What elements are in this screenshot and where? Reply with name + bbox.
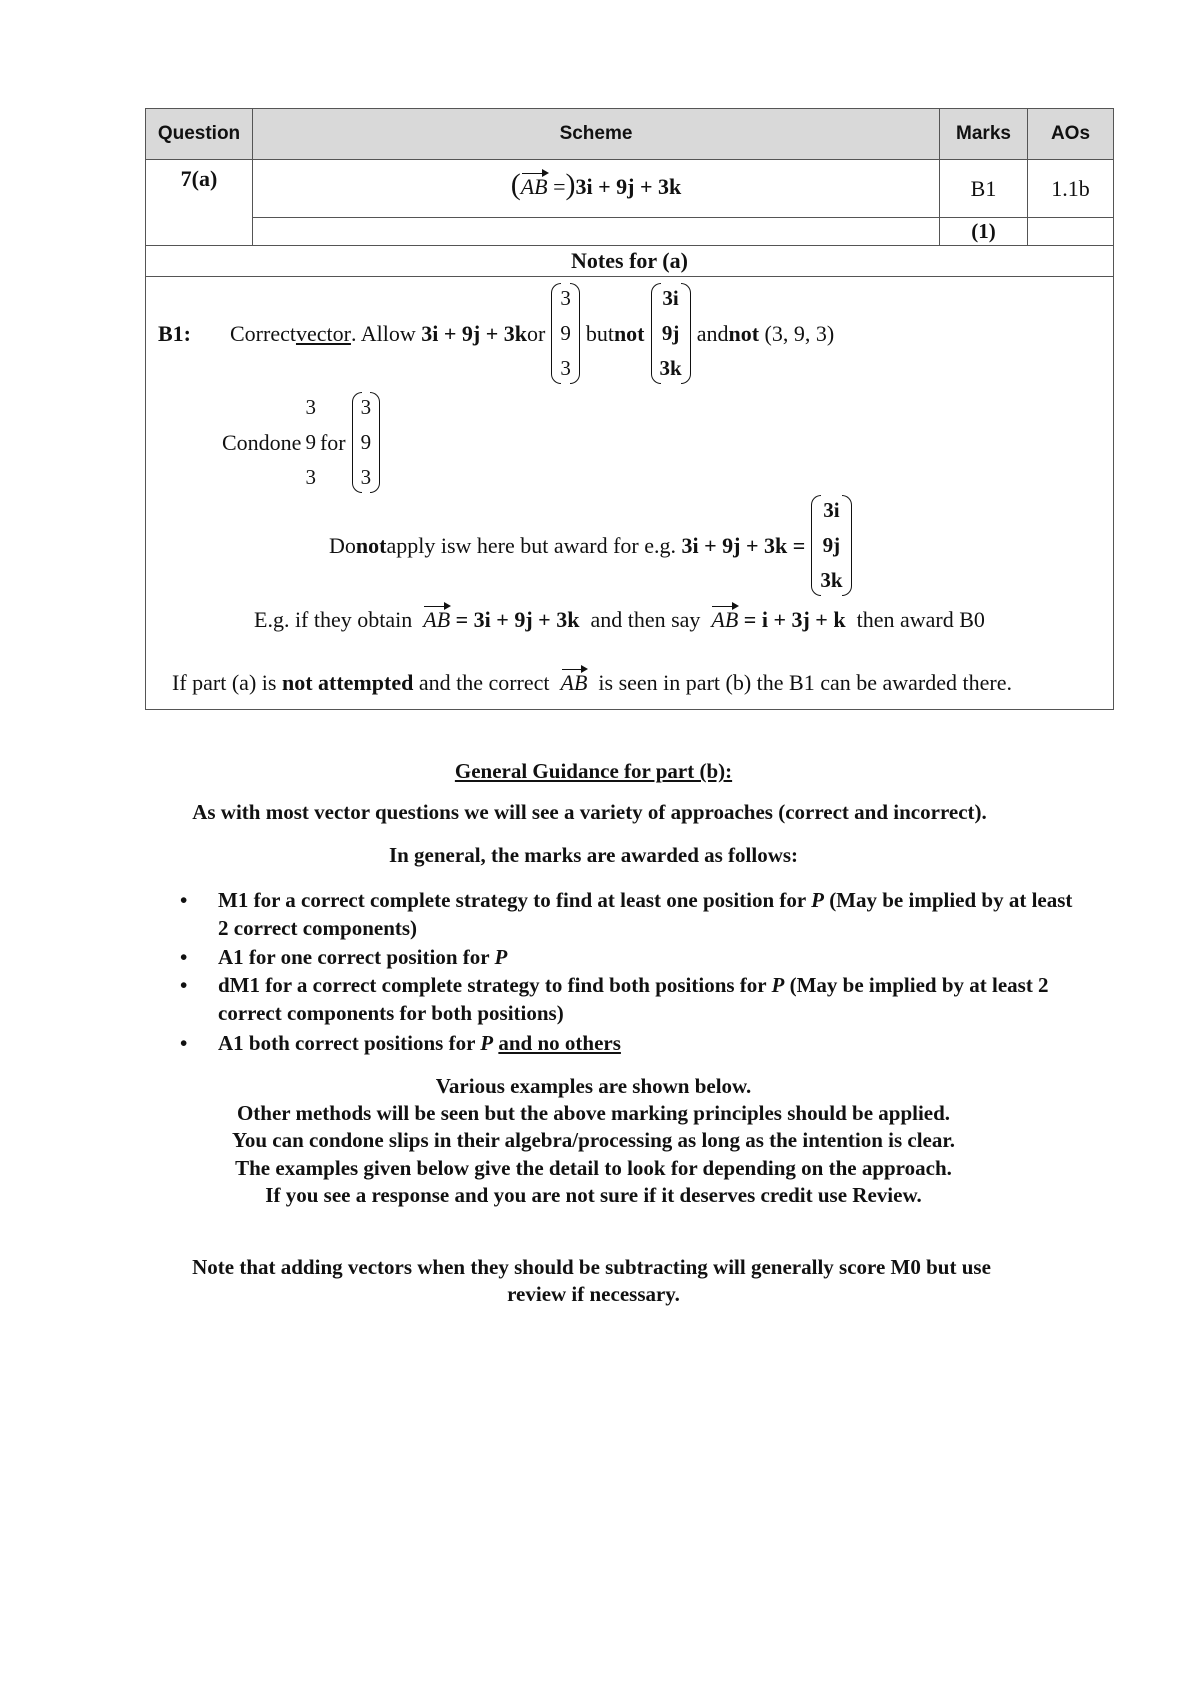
table-row <box>146 160 1114 218</box>
column-vector-allowed: 3 9 3 <box>551 281 580 386</box>
example-line: E.g. if they obtain AB = 3i + 9j + 3k and then say AB = i + 3j + k then award B0 <box>254 607 985 632</box>
list-item: • A1 for one correct position for P <box>180 945 508 969</box>
examples-line-5: If you see a response and you are not sure if it deserves credit use Review. <box>265 1183 922 1207</box>
table-header-row <box>146 109 1114 160</box>
scheme-blank <box>253 218 940 246</box>
vector-ab: AB <box>520 174 548 199</box>
note-line-2: review if necessary. <box>507 1282 680 1306</box>
condone-column-vector: 3 9 3 <box>352 390 381 495</box>
mark-scheme-table <box>145 108 1114 710</box>
examples-line-4: The examples given below give the detail to look for depending on the approach. <box>235 1156 952 1180</box>
notes-title: Notes for (a) <box>146 246 1114 277</box>
condone-line: Condone 3 9 3 for 3 9 3 <box>222 390 386 495</box>
table-row <box>146 218 1114 246</box>
mark-code: B1 <box>940 160 1028 218</box>
not-attempted-line: If part (a) is not attempted and the correct AB is seen in part (b) the B1 can be awarded there. <box>172 670 1012 695</box>
header-marks: Marks <box>940 109 1028 160</box>
notes-body-row <box>146 277 1114 710</box>
examples-line-2: Other methods will be seen but the above marking principles should be applied. <box>236 1101 951 1125</box>
answer-expression: 3i + 9j + 3k <box>575 174 682 199</box>
guidance-intro: As with most vector questions we will see a variety of approaches (correct and incorrect). <box>192 800 987 824</box>
guidance-title: General Guidance for part (b): <box>454 759 733 783</box>
column-vector-not: 3i 9j 3k <box>651 281 691 386</box>
b1-label: B1: <box>158 320 191 346</box>
ao-code: 1.1b <box>1028 160 1114 218</box>
notes-heading-row <box>146 246 1114 277</box>
list-item: • A1 both correct positions for P and no others <box>180 1031 621 1055</box>
header-scheme: Scheme <box>253 109 940 160</box>
list-item: • M1 for a correct complete strategy to find at least one position for P (May be implied by at least 2 correct components) <box>180 888 1073 940</box>
notes-body <box>146 277 1114 710</box>
vector-word: vector <box>295 320 351 346</box>
list-item: • dM1 for a correct complete strategy to find both positions for P (May be implied by at least 2 correct components for both positions) <box>180 973 1049 1025</box>
condone-word: Condone <box>222 429 302 455</box>
tuple-not: (3, 9, 3) <box>764 320 835 346</box>
ao-blank <box>1028 218 1114 246</box>
condone-plain-column: 3 9 3 <box>305 395 316 489</box>
isw-column-vector: 3i 9j 3k <box>811 493 851 598</box>
isw-expression: 3i + 9j + 3k = <box>681 532 806 558</box>
isw-line: Do not apply isw here but award for e.g. 3i + 9j + 3k = 3i 9j 3k <box>329 493 858 598</box>
examples-line-1: Various examples are shown below. <box>435 1074 752 1098</box>
examples-line-3: You can condone slips in their algebra/processing as long as the intention is clear. <box>231 1128 956 1152</box>
guidance-general: In general, the marks are awarded as follows: <box>388 843 799 867</box>
b1-expression: 3i + 9j + 3k <box>421 320 527 346</box>
header-aos: AOs <box>1028 109 1114 160</box>
mark-total: (1) <box>940 218 1028 246</box>
b1-line: B1: Correct vector . Allow 3i + 9j + 3k or 3 9 3 but not 3i 9j 3k and not (3, 9, 3) <box>158 281 834 386</box>
question-number: 7(a) <box>146 160 253 246</box>
header-question: Question <box>146 109 253 160</box>
note-line-1: Note that adding vectors when they should be subtracting will generally score M0 but use <box>192 1255 991 1279</box>
scheme-answer: (AB =)3i + 9j + 3k <box>253 160 940 218</box>
